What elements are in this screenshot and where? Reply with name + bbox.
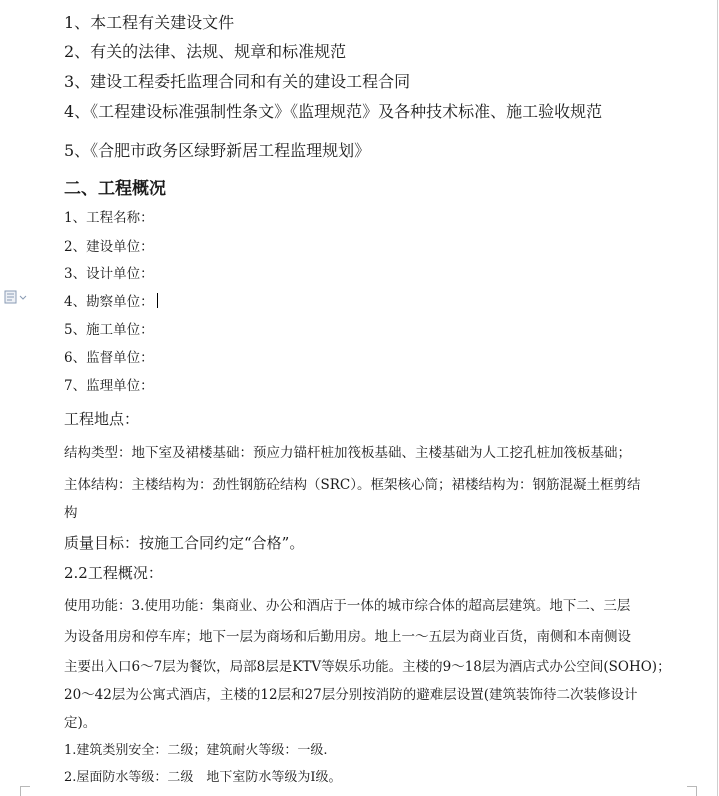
text-cursor [157,293,158,308]
subsection-heading: 2.2工程概况： [64,564,163,582]
info-field: 4、勘察单位： [64,294,154,310]
basis-item: 1、本工程有关建设文件 [64,13,235,32]
usage-line: 主要出入口6～7层为餐饮，局部8层是KTV等娱乐功能。主楼的9～18层为酒店式办公空间(SOHO)； [64,659,671,675]
info-field: 6、监督单位： [64,350,154,366]
structure-type-line: 结构类型：地下室及裙楼基础：预应力锚杆桩加筏板基础、主楼基础为人工挖孔桩加筏板基础； [64,445,631,461]
info-field: 3、设计单位： [64,266,154,282]
usage-line: 为设备用房和停车库；地下一层为商场和后勤用房。地上一～五层为商业百货，南侧和本南侧设 [64,629,631,645]
basis-item: 2、有关的法律、法规、规章和标准规范 [64,42,347,61]
info-field: 7、监理单位： [64,378,154,394]
quality-goal-line: 质量目标：按施工合同约定“合格”。 [64,534,305,552]
fire-class-line: 1.建筑类别安全：二级；建筑耐火等级：一级. [64,743,328,758]
location-line: 工程地点： [64,410,140,428]
section-heading: 二、工程概况 [64,179,166,199]
usage-line: 定)。 [64,715,97,731]
usage-line: 20～42层为公寓式酒店，主楼的12层和27层分别按消防的避难层设置(建筑装饰待二次装修设计 [64,687,638,703]
waterproof-line: 2.屋面防水等级：二级 地下室防水等级为Ⅰ级。 [64,770,342,785]
info-field: 1、工程名称： [64,210,154,226]
main-structure-line: 主体结构：主楼结构为：劲性钢筋砼结构（SRC）。框架核心筒；裙楼结构为：钢筋混凝土框剪结 [64,477,641,493]
info-field: 5、施工单位： [64,322,154,338]
basis-item: 5、《合肥市政务区绿野新居工程监理规划》 [64,141,371,160]
usage-line: 使用功能：3.使用功能：集商业、办公和酒店于一体的城市综合体的超高层建筑。地下二、三层 [64,598,631,614]
info-field: 2、建设单位： [64,239,154,255]
basis-item: 3、建设工程委托监理合同和有关的建设工程合同 [64,72,411,91]
info-field-with-cursor[interactable] [64,290,158,310]
main-structure-line: 构 [64,505,78,521]
basis-item: 4、《工程建设标准强制性条文》《监理规范》及各种技术标准、施工验收规范 [64,102,603,121]
